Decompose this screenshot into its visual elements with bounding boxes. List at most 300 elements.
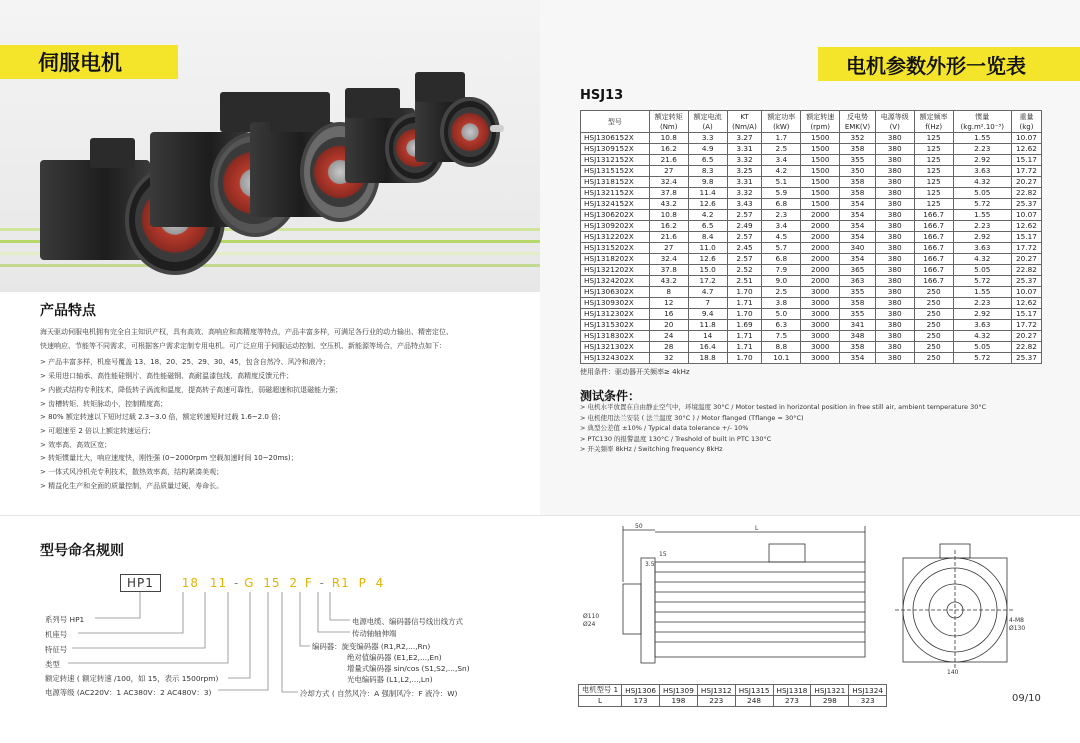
- table-cell: 4.2: [762, 166, 801, 177]
- table-cell: 2.5: [762, 287, 801, 298]
- table-cell: HSJ1321302X: [581, 342, 650, 353]
- table-cell: 32.4: [649, 177, 688, 188]
- table-cell: 3000: [801, 287, 840, 298]
- table-cell: 166.7: [914, 265, 953, 276]
- table-cell: 2000: [801, 254, 840, 265]
- naming-label: 编码器：旋变编码器 (R1,R2,...,Rn): [312, 642, 431, 651]
- table-cell: 380: [875, 144, 914, 155]
- table-cell: 250: [914, 342, 953, 353]
- table-cell: 1500: [801, 166, 840, 177]
- code-part: -: [233, 576, 240, 590]
- table-cell: 21.6: [649, 232, 688, 243]
- table-cell: 380: [875, 166, 914, 177]
- table-cell: HSJ1312302X: [581, 309, 650, 320]
- table-cell: 12: [649, 298, 688, 309]
- table-row: [581, 298, 1042, 309]
- spec-table: [580, 110, 1042, 364]
- table-cell: 9.8: [688, 177, 727, 188]
- table-cell: 166.7: [914, 221, 953, 232]
- table-cell: 25.37: [1011, 353, 1041, 364]
- table-cell: 380: [875, 188, 914, 199]
- table-cell: 43.2: [649, 276, 688, 287]
- length-table-row: [579, 685, 887, 696]
- length-table-cell: HSJ1309: [660, 685, 698, 696]
- table-cell: 1500: [801, 188, 840, 199]
- table-cell: HSJ1315202X: [581, 243, 650, 254]
- table-cell: 2.3: [762, 210, 801, 221]
- table-cell: 20.27: [1011, 254, 1041, 265]
- model-code: [120, 576, 384, 590]
- table-cell: HSJ1309152X: [581, 144, 650, 155]
- table-cell: 10.07: [1011, 210, 1041, 221]
- table-cell: 3.3: [688, 133, 727, 144]
- table-cell: 15.17: [1011, 309, 1041, 320]
- table-cell: 380: [875, 133, 914, 144]
- length-table-cell: HSJ1324: [849, 685, 887, 696]
- table-cell: 380: [875, 177, 914, 188]
- naming-title: 型号命名规则: [40, 543, 124, 559]
- table-cell: 1500: [801, 155, 840, 166]
- table-cell: 380: [875, 331, 914, 342]
- table-header-cell: 额定转速 (rpm): [801, 111, 840, 133]
- naming-label: 电源等级 (AC220V：1 AC380V：2 AC480V：3): [45, 688, 212, 697]
- table-cell: 1500: [801, 144, 840, 155]
- table-cell: 358: [840, 342, 876, 353]
- table-cell: 37.8: [649, 265, 688, 276]
- page-number: 09/10: [1012, 693, 1041, 704]
- table-cell: 4.2: [688, 210, 727, 221]
- usage-note: 使用条件：驱动器开关频率≥ 4kHz: [580, 368, 690, 376]
- table-cell: HSJ1306152X: [581, 133, 650, 144]
- table-cell: 1.71: [727, 331, 762, 342]
- table-cell: 5.72: [953, 353, 1011, 364]
- table-cell: 380: [875, 254, 914, 265]
- table-cell: 250: [914, 331, 953, 342]
- table-cell: 358: [840, 188, 876, 199]
- code-part: 15: [263, 576, 281, 590]
- naming-label: 电源电缆、编码器信号线出线方式: [352, 617, 463, 626]
- table-cell: 380: [875, 210, 914, 221]
- table-cell: 1.7: [762, 133, 801, 144]
- table-cell: 380: [875, 287, 914, 298]
- table-cell: HSJ1324202X: [581, 276, 650, 287]
- table-cell: 22.82: [1011, 342, 1041, 353]
- table-cell: 166.7: [914, 210, 953, 221]
- table-row: [581, 342, 1042, 353]
- table-cell: 1.69: [727, 320, 762, 331]
- table-cell: 12.6: [688, 254, 727, 265]
- table-row: [581, 331, 1042, 342]
- table-cell: HSJ1312202X: [581, 232, 650, 243]
- table-cell: 10.07: [1011, 287, 1041, 298]
- features-text: [40, 326, 510, 493]
- table-cell: 2000: [801, 243, 840, 254]
- length-table-cell: 223: [697, 696, 735, 707]
- table-header-cell: 惯量 (kg.m².10⁻³): [953, 111, 1011, 133]
- table-cell: 27: [649, 243, 688, 254]
- table-cell: 2.51: [727, 276, 762, 287]
- dim-label: 4-M8: [1009, 617, 1024, 624]
- table-row: [581, 232, 1042, 243]
- test-item: > 电机水平放置在自由静止空气中，环境温度 30°C / Motor tested in horizontal position in free still air, ambient temperature 30°C: [580, 403, 987, 411]
- table-row: [581, 199, 1042, 210]
- table-cell: 2.57: [727, 254, 762, 265]
- table-cell: 16.2: [649, 144, 688, 155]
- table-cell: 354: [840, 210, 876, 221]
- length-table-cell: 323: [849, 696, 887, 707]
- table-cell: 20: [649, 320, 688, 331]
- table-cell: 380: [875, 276, 914, 287]
- code-part: F: [304, 576, 313, 590]
- table-cell: HSJ1321202X: [581, 265, 650, 276]
- table-header-cell: 额定转矩 (Nm): [649, 111, 688, 133]
- table-cell: 16.2: [649, 221, 688, 232]
- table-cell: 1.71: [727, 298, 762, 309]
- naming-label: 光电编码器 (L1,L2,...,Ln): [347, 675, 433, 684]
- table-cell: 3.43: [727, 199, 762, 210]
- table-cell: 12.62: [1011, 298, 1041, 309]
- features-intro: 海天驱动伺服电机拥有完全自主知识产权，具有高效、高响应和高精度等特点，产品丰富多样，可满足各行业的动力输出、精密定位、: [40, 328, 453, 336]
- table-cell: 3.63: [953, 166, 1011, 177]
- table-cell: 1.55: [953, 133, 1011, 144]
- code-part: P: [358, 576, 367, 590]
- table-cell: 3000: [801, 353, 840, 364]
- table-row: [581, 243, 1042, 254]
- table-cell: 2000: [801, 221, 840, 232]
- table-row: [581, 276, 1042, 287]
- table-cell: 3000: [801, 320, 840, 331]
- table-cell: HSJ1309202X: [581, 221, 650, 232]
- table-cell: 380: [875, 155, 914, 166]
- table-cell: 18.8: [688, 353, 727, 364]
- feature-item: > 一体式风冷机壳专利技术，散热效率高，结构紧凑美观；: [40, 468, 224, 477]
- table-cell: 3.63: [953, 320, 1011, 331]
- table-cell: 125: [914, 199, 953, 210]
- table-cell: 3.32: [727, 188, 762, 199]
- table-row: [581, 155, 1042, 166]
- table-cell: 380: [875, 298, 914, 309]
- table-cell: 3.32: [727, 155, 762, 166]
- table-cell: 350: [840, 166, 876, 177]
- table-cell: 8.8: [762, 342, 801, 353]
- table-cell: 11.8: [688, 320, 727, 331]
- dim-label: Ø110: [583, 613, 600, 620]
- length-table-cell: HSJ1318: [773, 685, 811, 696]
- table-header-cell: KT (Nm/A): [727, 111, 762, 133]
- table-row: [581, 320, 1042, 331]
- table-cell: 9.0: [762, 276, 801, 287]
- table-cell: HSJ1315152X: [581, 166, 650, 177]
- table-cell: 348: [840, 331, 876, 342]
- table-row: [581, 144, 1042, 155]
- table-cell: 380: [875, 265, 914, 276]
- table-cell: 380: [875, 232, 914, 243]
- dim-label: 50: [635, 523, 643, 530]
- table-cell: 380: [875, 199, 914, 210]
- dim-label: 140: [947, 669, 959, 676]
- table-row: [581, 221, 1042, 232]
- table-cell: 17.2: [688, 276, 727, 287]
- table-cell: 22.82: [1011, 188, 1041, 199]
- feature-item: > 内嵌式结构专利技术，降低转子涡流和温度，提高转子高速可靠性，弱磁超速和抗退磁能力强；: [40, 385, 343, 394]
- feature-item: > 效率高、高效区宽；: [40, 440, 112, 449]
- table-cell: 3.4: [762, 221, 801, 232]
- table-cell: HSJ1321152X: [581, 188, 650, 199]
- table-row: [581, 309, 1042, 320]
- length-table-cell: 198: [660, 696, 698, 707]
- length-table-cell: HSJ1321: [811, 685, 849, 696]
- table-cell: 37.8: [649, 188, 688, 199]
- table-cell: 5.7: [762, 243, 801, 254]
- length-table-row: [579, 696, 887, 707]
- table-cell: 12.62: [1011, 221, 1041, 232]
- table-cell: 166.7: [914, 232, 953, 243]
- table-cell: 355: [840, 309, 876, 320]
- test-title: 测试条件：: [580, 389, 641, 403]
- table-cell: 166.7: [914, 254, 953, 265]
- table-cell: 4.32: [953, 177, 1011, 188]
- table-cell: 16.4: [688, 342, 727, 353]
- table-cell: 4.32: [953, 331, 1011, 342]
- series-title: HSJ13: [580, 88, 624, 103]
- table-cell: 21.6: [649, 155, 688, 166]
- table-cell: 354: [840, 199, 876, 210]
- decor-stripe: [0, 264, 540, 267]
- table-header-cell: 电源等级 (V): [875, 111, 914, 133]
- code-part: 11: [209, 576, 228, 590]
- feature-item: > 可超速至 2 倍以上额定转速运行；: [40, 426, 155, 435]
- table-cell: 5.05: [953, 342, 1011, 353]
- table-cell: 7.5: [762, 331, 801, 342]
- table-cell: 15.17: [1011, 232, 1041, 243]
- section-title-bar: [0, 45, 178, 79]
- table-cell: HSJ1318152X: [581, 177, 650, 188]
- table-cell: 355: [840, 287, 876, 298]
- naming-label: 额定转速 ( 额定转速 /100，如 15，表示 1500rpm): [45, 674, 219, 683]
- table-cell: 5.72: [953, 199, 1011, 210]
- table-cell: 25.37: [1011, 276, 1041, 287]
- table-cell: 250: [914, 353, 953, 364]
- table-cell: 4.9: [688, 144, 727, 155]
- code-part: R1: [331, 576, 350, 590]
- test-conditions: [580, 402, 986, 455]
- table-cell: 27: [649, 166, 688, 177]
- table-cell: 2.92: [953, 155, 1011, 166]
- table-cell: 166.7: [914, 276, 953, 287]
- right-title: 电机参数外形一览表: [846, 53, 1026, 78]
- table-cell: 340: [840, 243, 876, 254]
- table-cell: 365: [840, 265, 876, 276]
- table-header-cell: 重量 (kg): [1011, 111, 1041, 133]
- table-cell: 250: [914, 309, 953, 320]
- length-table-cell: 298: [811, 696, 849, 707]
- feature-item: > 精益化生产和全面的质量控制，产品质量过硬，寿命长。: [40, 481, 224, 490]
- table-header-cell: 型号: [581, 111, 650, 133]
- table-cell: 2.49: [727, 221, 762, 232]
- feature-item: > 齿槽转矩、转矩脉动小，控制精度高；: [40, 399, 168, 408]
- table-cell: 358: [840, 298, 876, 309]
- table-row: [581, 353, 1042, 364]
- table-cell: 2.23: [953, 298, 1011, 309]
- table-cell: 2.23: [953, 144, 1011, 155]
- table-row: [581, 166, 1042, 177]
- dim-label: Ø24: [583, 621, 596, 628]
- table-cell: 11.4: [688, 188, 727, 199]
- table-cell: 3.27: [727, 133, 762, 144]
- table-cell: 2.5: [762, 144, 801, 155]
- table-cell: 352: [840, 133, 876, 144]
- table-cell: 3000: [801, 331, 840, 342]
- table-cell: 2.57: [727, 210, 762, 221]
- length-table: [578, 684, 887, 707]
- table-cell: 1.70: [727, 309, 762, 320]
- table-cell: HSJ1324302X: [581, 353, 650, 364]
- table-cell: HSJ1318202X: [581, 254, 650, 265]
- table-cell: 2000: [801, 265, 840, 276]
- product-photo: [0, 0, 540, 292]
- dim-label: L: [755, 525, 759, 532]
- table-cell: 25.37: [1011, 199, 1041, 210]
- table-cell: 3.4: [762, 155, 801, 166]
- naming-label: 传动轴轴伸端: [352, 629, 397, 638]
- table-cell: 4.7: [688, 287, 727, 298]
- test-item: > PTC130 的报警温度 130°C / Treshold of built in PTC 130°C: [580, 434, 772, 443]
- table-cell: 3000: [801, 309, 840, 320]
- naming-label: 绝对值编码器 (E1,E2,...,En): [347, 653, 442, 662]
- length-table-cell: 273: [773, 696, 811, 707]
- table-cell: 3.8: [762, 298, 801, 309]
- table-cell: 22.82: [1011, 265, 1041, 276]
- table-cell: 2.92: [953, 232, 1011, 243]
- table-cell: 7.9: [762, 265, 801, 276]
- dim-label: Ø130: [1009, 625, 1026, 632]
- table-row: [581, 177, 1042, 188]
- naming-label: 特征号: [45, 645, 68, 654]
- table-cell: 1500: [801, 177, 840, 188]
- table-cell: 3.25: [727, 166, 762, 177]
- table-cell: 358: [840, 144, 876, 155]
- code-part: 18: [181, 576, 200, 590]
- table-cell: 3.63: [953, 243, 1011, 254]
- table-cell: 10.8: [649, 210, 688, 221]
- table-cell: HSJ1315302X: [581, 320, 650, 331]
- table-cell: HSJ1312152X: [581, 155, 650, 166]
- table-cell: 1.70: [727, 353, 762, 364]
- test-item: > 典型公差值 ±10% / Typical data tolerance +/- 10%: [580, 424, 749, 432]
- dim-label: 3.5: [645, 561, 655, 568]
- section-title-bar: [818, 47, 1080, 81]
- table-cell: 3.31: [727, 144, 762, 155]
- table-cell: 43.2: [649, 199, 688, 210]
- table-cell: 380: [875, 221, 914, 232]
- table-cell: 5.0: [762, 309, 801, 320]
- table-row: [581, 133, 1042, 144]
- naming-label: 类型: [45, 660, 60, 669]
- code-part: 2: [289, 576, 299, 590]
- table-cell: 125: [914, 166, 953, 177]
- table-cell: 15.0: [688, 265, 727, 276]
- table-cell: 20.27: [1011, 331, 1041, 342]
- table-cell: 3000: [801, 298, 840, 309]
- table-cell: 2000: [801, 276, 840, 287]
- feature-item: > 80% 额定转速以下短时过载 2.3~3.0 倍，额定转速短时过载 1.6~2.0 倍；: [40, 413, 286, 422]
- table-header-cell: 额定电流 (A): [688, 111, 727, 133]
- table-cell: 1500: [801, 133, 840, 144]
- table-cell: 2.23: [953, 221, 1011, 232]
- table-cell: 2.92: [953, 309, 1011, 320]
- table-cell: 32.4: [649, 254, 688, 265]
- code-part: 4: [375, 576, 385, 590]
- test-item: > 电机使用法兰安装 ( 法兰温度 30°C ) / Motor flanged (Tflange = 30°C): [580, 413, 804, 422]
- table-cell: 32: [649, 353, 688, 364]
- table-cell: 8.4: [688, 232, 727, 243]
- table-cell: 380: [875, 353, 914, 364]
- table-row: [581, 265, 1042, 276]
- table-cell: 17.72: [1011, 166, 1041, 177]
- table-cell: 17.72: [1011, 243, 1041, 254]
- length-table-cell: L: [579, 696, 622, 707]
- table-cell: 5.05: [953, 265, 1011, 276]
- table-cell: 28: [649, 342, 688, 353]
- table-cell: 12.62: [1011, 144, 1041, 155]
- feature-item: > 转矩惯量比大，响应速度快，刚性强 (0~2000rpm 空载加速时间 10~20ms)；: [40, 454, 298, 463]
- table-cell: 125: [914, 155, 953, 166]
- table-cell: 6.5: [688, 155, 727, 166]
- table-cell: 1.55: [953, 210, 1011, 221]
- table-cell: HSJ1318302X: [581, 331, 650, 342]
- table-row: [581, 210, 1042, 221]
- table-cell: 380: [875, 243, 914, 254]
- table-cell: 2.52: [727, 265, 762, 276]
- naming-label: 机座号: [45, 630, 68, 639]
- table-cell: 7: [688, 298, 727, 309]
- length-table-cell: 173: [622, 696, 660, 707]
- code-series-box: HP1: [120, 574, 161, 592]
- table-cell: HSJ1306302X: [581, 287, 650, 298]
- length-table-cell: 248: [735, 696, 773, 707]
- table-cell: 11.0: [688, 243, 727, 254]
- table-cell: 10.1: [762, 353, 801, 364]
- table-cell: 6.8: [762, 199, 801, 210]
- table-cell: 250: [914, 287, 953, 298]
- table-cell: 250: [914, 298, 953, 309]
- table-cell: 4.32: [953, 254, 1011, 265]
- table-cell: 250: [914, 320, 953, 331]
- code-part: G: [244, 576, 255, 590]
- table-cell: 125: [914, 177, 953, 188]
- table-cell: 166.7: [914, 243, 953, 254]
- table-cell: HSJ1309302X: [581, 298, 650, 309]
- table-cell: 6.8: [762, 254, 801, 265]
- dim-label: 15: [659, 551, 667, 558]
- table-cell: 5.72: [953, 276, 1011, 287]
- naming-label: 增量式编码器 sin/cos (S1,S2,...,Sn): [347, 664, 470, 673]
- table-cell: 354: [840, 221, 876, 232]
- table-row: [581, 188, 1042, 199]
- table-cell: 1.55: [953, 287, 1011, 298]
- table-cell: 3000: [801, 342, 840, 353]
- table-cell: 125: [914, 144, 953, 155]
- table-cell: HSJ1324152X: [581, 199, 650, 210]
- table-row: [581, 254, 1042, 265]
- code-part: -: [319, 576, 325, 590]
- table-cell: 354: [840, 254, 876, 265]
- table-cell: 363: [840, 276, 876, 287]
- table-row: [581, 287, 1042, 298]
- table-header-cell: 反电势 EMK(V): [840, 111, 876, 133]
- table-header-cell: 额定频率 f(Hz): [914, 111, 953, 133]
- table-cell: 2000: [801, 232, 840, 243]
